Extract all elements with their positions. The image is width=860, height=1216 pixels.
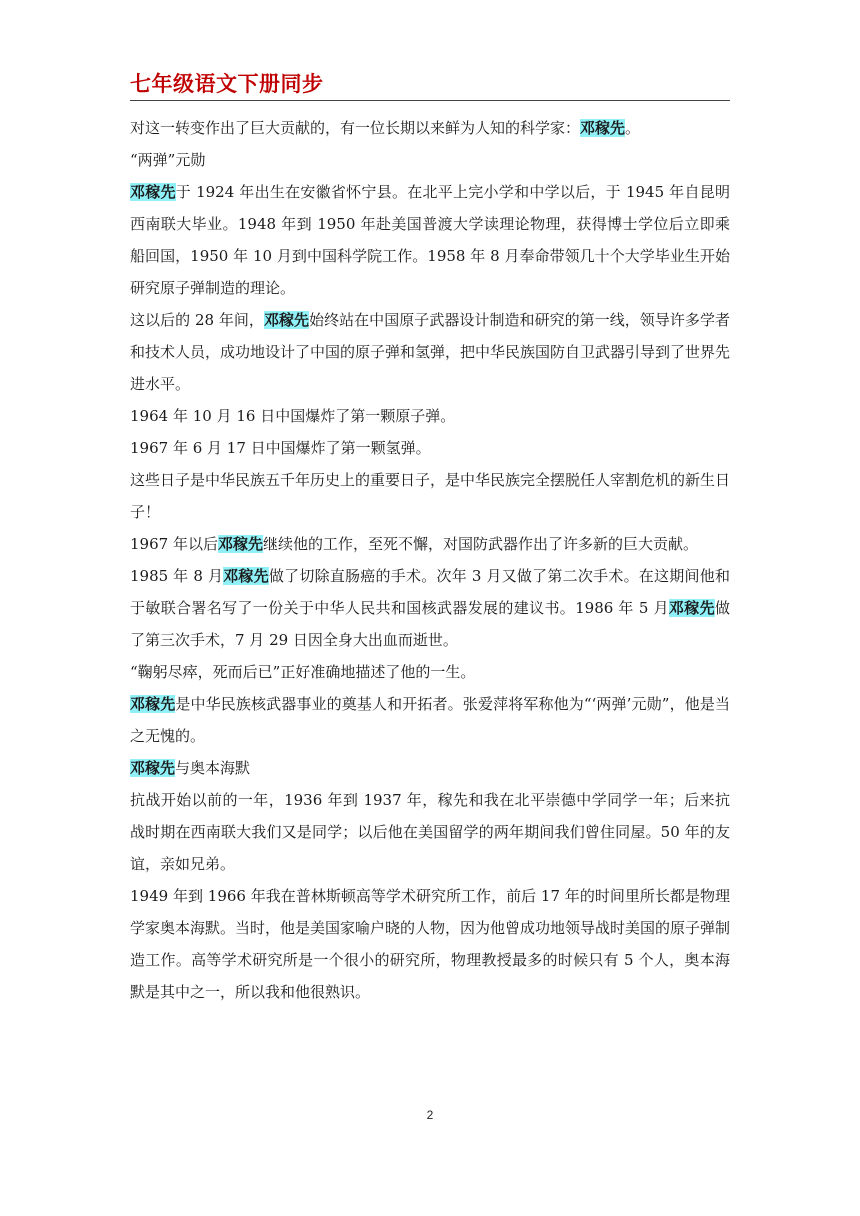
document-body <box>130 112 730 1008</box>
text-segment: 与奥本海默 <box>175 759 251 777</box>
text-segment: 1985 年 8 月 <box>130 567 224 585</box>
text-segment: 1949 年到 1966 年我在普林斯顿高等学术研究所工作，前后 17 年的时间里所长都是物理学家奥本海默。当时，他是美国家喻户晓的人物，因为他曾成功地领导战时美国的原子弹制造工作。高等学术研究所是一个很小的研究所，物理教授最多的时候只有 5 个人，奥本海默是其中之一，所以我和他很熟识。 <box>130 887 731 1001</box>
text-segment: “两弹”元勋 <box>130 151 206 169</box>
text-segment: 1967 年以后 <box>130 535 218 553</box>
highlighted-name: 邓稼先 <box>580 119 626 137</box>
highlighted-name: 邓稼先 <box>217 535 263 553</box>
paragraph <box>130 464 730 528</box>
paragraph <box>130 144 730 176</box>
page-number: 2 <box>426 1108 434 1122</box>
text-segment: 这些日子是中华民族五千年历史上的重要日子，是中华民族完全摆脱任人宰割危机的新生日子！ <box>130 471 731 521</box>
paragraph <box>130 528 730 560</box>
text-segment: 做了切除直肠癌的手术。次年 3 月又做了第二次手术。在这期间他和于敏联合署名写了一份关于中华人民共和国核武器发展的建议书。1986 年 5 月 <box>130 567 730 617</box>
highlighted-name: 邓稼先 <box>130 183 176 201</box>
text-segment: 继续他的工作，至死不懈，对国防武器作出了许多新的巨大贡献。 <box>262 535 698 553</box>
text-segment: 是中华民族核武器事业的奠基人和开拓者。张爱萍将军称他为“‘两弹’元勋”，他是当之无愧的。 <box>130 695 730 745</box>
paragraph <box>130 784 730 880</box>
text-segment: 抗战开始以前的一年，1936 年到 1937 年，稼先和我在北平崇德中学同学一年；后来抗战时期在西南联大我们又是同学；以后他在美国留学的两年期间我们曾住同屋。50 年的友谊，亲如兄弟。 <box>130 791 730 873</box>
text-segment: 这以后的 28 年间， <box>130 311 264 329</box>
highlighted-name: 邓稼先 <box>668 599 715 617</box>
paragraph <box>130 880 730 1008</box>
highlighted-name: 邓稼先 <box>130 695 176 713</box>
paragraph <box>130 656 730 688</box>
paragraph <box>130 176 730 304</box>
highlighted-name: 邓稼先 <box>263 311 310 329</box>
text-segment: 始终站在中国原子武器设计制造和研究的第一线，领导许多学者和技术人员，成功地设计了中国的原子弹和氢弹，把中华民族国防自卫武器引导到了世界先进水平。 <box>130 311 731 393</box>
text-segment: 对这一转变作出了巨大贡献的，有一位长期以来鲜为人知的科学家： <box>130 119 581 137</box>
text-segment: 1967 年 6 月 17 日中国爆炸了第一颗氢弹。 <box>130 439 431 457</box>
paragraph <box>130 432 730 464</box>
text-segment: 做了第三次手术，7 月 29 日因全身大出血而逝世。 <box>130 599 730 649</box>
header-title: 七年级语文下册同步 <box>130 72 324 96</box>
paragraph <box>130 400 730 432</box>
highlighted-name: 邓稼先 <box>130 759 176 777</box>
paragraph <box>130 688 730 752</box>
text-segment: 1964 年 10 月 16 日中国爆炸了第一颗原子弹。 <box>130 407 456 425</box>
text-segment: “鞠躬尽瘁，死而后已”正好准确地描述了他的一生。 <box>130 663 476 681</box>
page-header <box>130 66 730 101</box>
paragraph <box>130 112 730 144</box>
highlighted-name: 邓稼先 <box>223 567 269 585</box>
paragraph <box>130 560 730 656</box>
paragraph <box>130 752 730 784</box>
paragraph <box>130 304 730 400</box>
text-segment: 于 1924 年出生在安徽省怀宁县。在北平上完小学和中学以后，于 1945 年自昆明西南联大毕业。1948 年到 1950 年赴美国普渡大学读理论物理，获得博士学位后立即乘船回国，1950 年 10 月到中国科学院工作。1958 年 8 月奉命带领几十个大学毕业生开始研究原子弹制造的理论。 <box>130 183 730 297</box>
text-segment: 。 <box>625 119 641 137</box>
